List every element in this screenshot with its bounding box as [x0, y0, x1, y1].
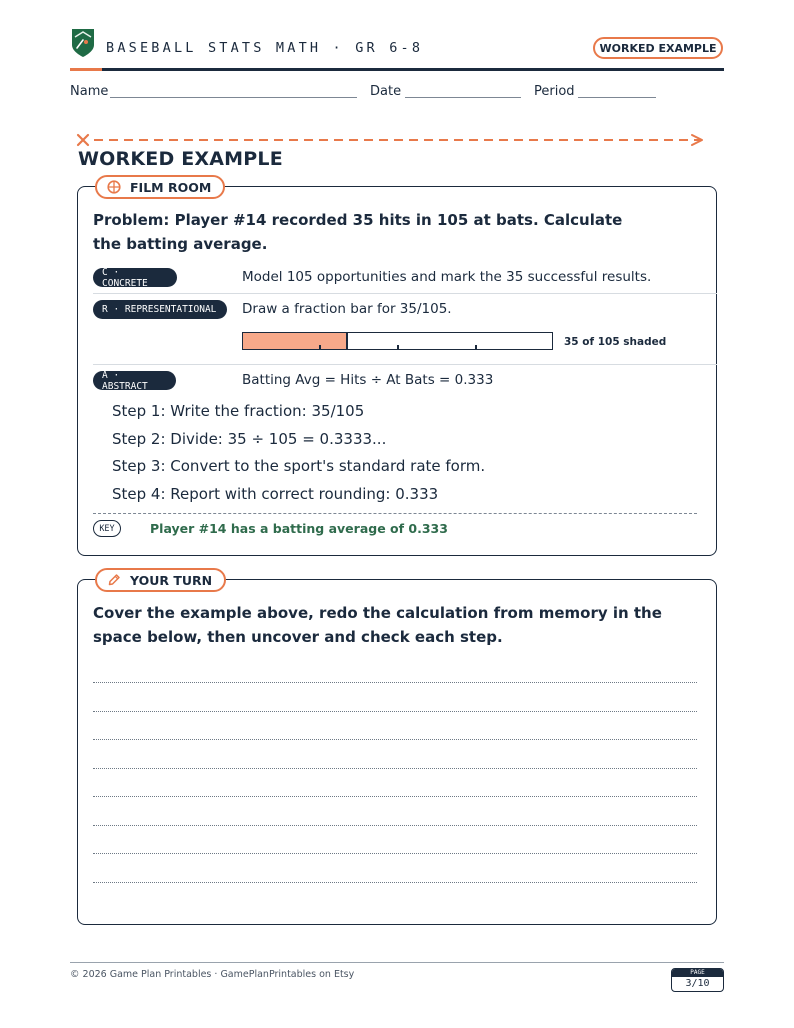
shield-logo-icon — [71, 28, 95, 58]
footer-rule — [70, 962, 724, 963]
fraction-bar-tick — [397, 345, 399, 349]
brand-title: BASEBALL STATS MATH · GR 6-8 — [106, 40, 424, 56]
writing-line[interactable] — [93, 682, 697, 683]
problem-statement: Problem: Player #14 recorded 35 hits in 105 at bats. Calculate the batting average. — [93, 211, 623, 253]
page-indicator — [671, 968, 724, 992]
your-turn-prompt: Cover the example above, redo the calculation from memory in the space below, then uncover and check each step. — [93, 604, 662, 646]
film-room-label: FILM ROOM — [130, 179, 212, 195]
writing-line[interactable] — [93, 739, 697, 740]
your-turn-tab — [95, 568, 226, 592]
key-divider — [93, 513, 697, 514]
step-3: Step 3: Convert to the sport's standard rate form. — [112, 457, 486, 475]
step-4: Step 4: Report with correct rounding: 0.333 — [112, 485, 439, 503]
your-turn-label: YOUR TURN — [130, 572, 213, 588]
period-label: Period — [534, 84, 575, 99]
fraction-bar-divider — [346, 333, 348, 349]
writing-line[interactable] — [93, 853, 697, 854]
representational-text: Draw a fraction bar for 35/105. — [242, 301, 452, 317]
fraction-bar-label: 35 of 105 shaded — [564, 336, 667, 348]
section-title: WORKED EXAMPLE — [78, 148, 283, 170]
writing-line[interactable] — [93, 711, 697, 712]
date-label: Date — [370, 84, 402, 99]
abstract-tag: A · ABSTRACT — [93, 371, 176, 390]
page-number: 3/10 — [685, 978, 710, 989]
fraction-bar-tick — [319, 345, 321, 349]
step-2: Step 2: Divide: 35 ÷ 105 = 0.3333... — [112, 430, 387, 448]
ball-icon — [107, 180, 121, 194]
name-label: Name — [70, 84, 109, 99]
writing-line[interactable] — [93, 882, 697, 883]
worked-example-badge: WORKED EXAMPLE — [593, 37, 723, 59]
page-label: PAGE — [672, 969, 723, 977]
concrete-tag: C · CONCRETE — [93, 268, 177, 287]
representational-tag: R · REPRESENTATIONAL — [93, 300, 227, 319]
header-rule-accent — [70, 68, 102, 71]
fraction-bar-tick — [475, 345, 477, 349]
abstract-text: Batting Avg = Hits ÷ At Bats = 0.333 — [242, 372, 494, 388]
key-tag: KEY — [93, 520, 121, 537]
row-divider — [93, 364, 717, 365]
period-field[interactable] — [578, 97, 656, 98]
footer-copyright: © 2026 Game Plan Printables · GamePlanPrintables on Etsy — [70, 969, 355, 980]
row-divider — [93, 293, 717, 294]
header-rule — [70, 68, 724, 71]
name-field[interactable] — [110, 97, 357, 98]
writing-line[interactable] — [93, 768, 697, 769]
concrete-text: Model 105 opportunities and mark the 35 successful results. — [242, 269, 652, 285]
step-1: Step 1: Write the fraction: 35/105 — [112, 402, 365, 420]
answer-key: Player #14 has a batting average of 0.333 — [150, 521, 448, 536]
film-room-tab — [95, 175, 225, 199]
writing-line[interactable] — [93, 825, 697, 826]
date-field[interactable] — [405, 97, 521, 98]
pencil-icon — [107, 573, 121, 587]
writing-line[interactable] — [93, 796, 697, 797]
